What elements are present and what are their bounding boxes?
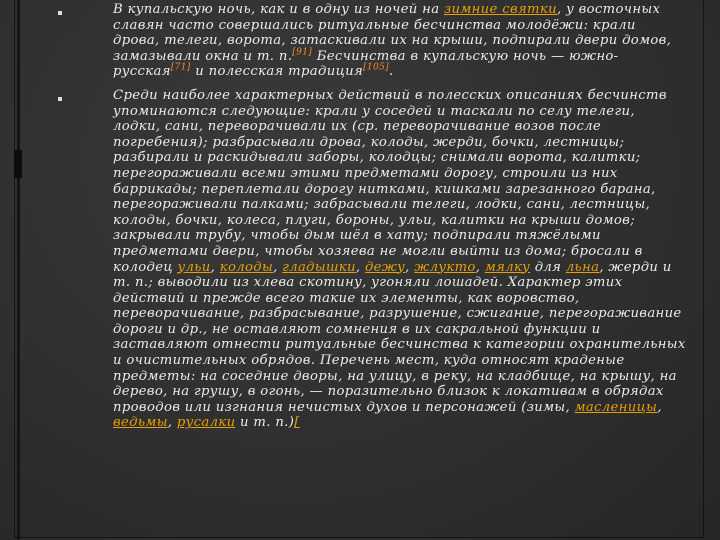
text-run: , xyxy=(210,259,220,275)
link-winter-svyatki[interactable]: зимние святки xyxy=(443,2,557,17)
text-run: для xyxy=(530,259,566,275)
bullet-list xyxy=(86,2,686,431)
text-run: , xyxy=(355,259,365,275)
list-item xyxy=(86,88,686,431)
link-zhlukto[interactable]: жлукто xyxy=(414,259,476,275)
text-run: В купальскую ночь, как и в одну из ночей на xyxy=(113,2,444,17)
link-kolody[interactable]: колоды xyxy=(219,259,274,275)
text-run: Бесчинства в купальскую ночь — южно-русская xyxy=(113,48,619,80)
footnote-link-105[interactable]: [105] xyxy=(363,62,390,73)
link-dezha[interactable]: дежу xyxy=(364,259,406,275)
text-run: Среди наиболее характерных действий в полесских описаниях бесчинств упоминаются следующие: крали у соседей и таскали по селу телеги, лодки, сани, переворачивали их (ср. переворачивание возов после погребения); разбрасывали дрова, колоды, жерди, бочки, лестницы; разбирали и раскидывали заборы, колодцы; снимали ворота, калитки; перегораживали всеми этими предметами дорогу, строили из них баррикады; переплетали дорогу нитками, кишками зарезанного барана, перегораживали палками; забрасывали телеги, лодки, сани, лестницы, колоды, бочки, колеса, плуги, бороны, ульи, калитки на крыши домов; закрывали трубу, чтобы дым шёл в хату; подпирали тяжёлыми предметами двери, чтобы хозяева не могли выйти из дома; бросали в колодец xyxy=(113,87,667,275)
footnote-link[interactable]: [ xyxy=(294,415,300,431)
bullet-icon xyxy=(58,11,62,15)
text-run: , xyxy=(405,259,415,275)
slide-content xyxy=(86,2,686,439)
text-run: , xyxy=(475,259,485,275)
link-myalka[interactable]: мялку xyxy=(484,259,531,275)
sidebar-line xyxy=(17,0,20,150)
text-run: и т. п.) xyxy=(235,415,295,431)
sidebar-block xyxy=(14,150,22,178)
link-rusalka[interactable]: русалки xyxy=(176,415,236,431)
text-run: и полесская традиция xyxy=(190,64,364,80)
sidebar-line xyxy=(17,178,20,540)
link-gladyshki[interactable]: гладышки xyxy=(282,259,356,275)
link-lyon[interactable]: льна xyxy=(565,259,600,275)
bullet-icon xyxy=(58,97,62,101)
text-run: , xyxy=(657,399,662,415)
link-maslenitsa[interactable]: масленицы xyxy=(574,399,658,415)
text-run: , жерди и т. п.; выводили из хлева скотину, угоняли лошадей. Характер этих действий и прежде всего такие их элементы, как воровство, переворачивание, разбрасывание, разрушение, сжигание, перегораживание дороги и др., не оставляют сомнения в их сакральной функции и заставляют отнести ритуальные бесчинства к категории охранительных и очистительных обрядов. Перечень мест, куда относят краденые предметы: на соседние дворы, на улицу, в реку, на кладбище, на крышу, на дерево, на грушу, в огонь, — поразительно близок к локативам в обрядах проводов или изгнания нечистых духов и персонажей (зимы, xyxy=(113,259,686,415)
paragraph-polesie xyxy=(86,88,686,431)
text-run: , у восточных славян часто совершались ритуальные бесчинства молодёжи: крали дрова, телеги, ворота, затаскивали их на крыши, подпирали двери домов, замазывали окна и т. п. xyxy=(113,2,672,64)
link-vedma[interactable]: ведьмы xyxy=(113,415,168,431)
paragraph-kupala xyxy=(86,2,686,80)
list-item xyxy=(86,2,686,80)
text-run: , xyxy=(273,259,283,275)
text-run: , xyxy=(167,415,177,431)
footnote-link-71[interactable]: [71] xyxy=(170,62,191,73)
text-run: . xyxy=(389,64,394,80)
footnote-link-91[interactable]: [91] xyxy=(292,47,313,58)
link-ulyi[interactable]: ульи xyxy=(177,259,211,275)
